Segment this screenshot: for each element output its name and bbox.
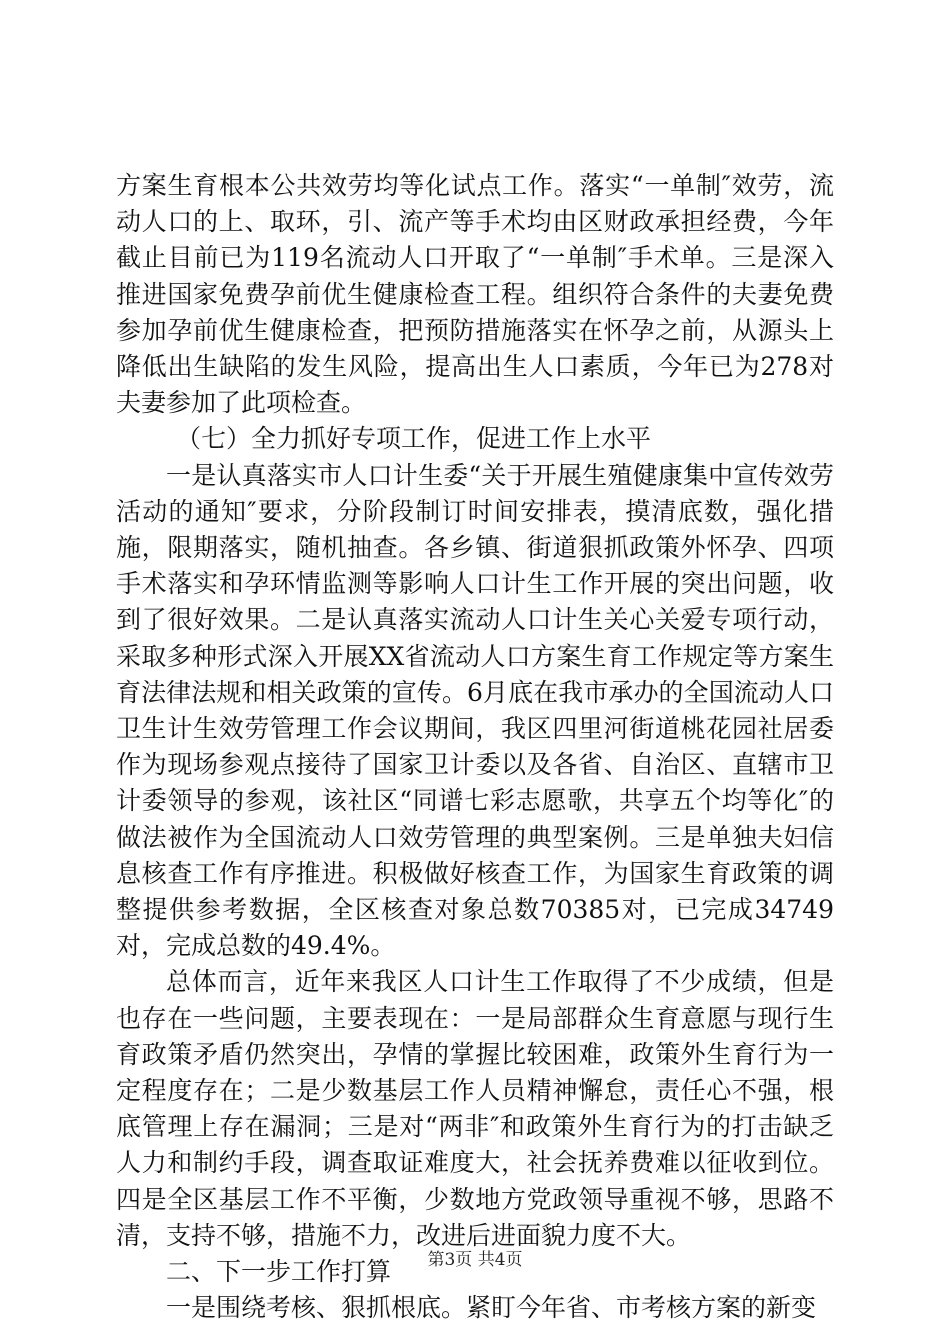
section-heading-seven: （七）全力抓好专项工作，促进工作上水平: [176, 424, 652, 454]
document-body: [116, 168, 834, 1327]
paragraph-next-steps-start: 一是围绕考核、狠抓根底。紧盯今年省、市考核方案的新变: [166, 1293, 817, 1323]
paragraph-continued: 方案生育根本公共效劳均等化试点工作。落实“一单制″效劳，流动人口的上、取环，引、流产等手术均由区财政承担经费，今年截止目前已为119名流动人口开取了“一单制″手术单。三是深入推进国家免费孕前优生健康检查工程。组织符合条件的夫妻免费参加孕前优生健康检查，把预防措施落实在怀孕之前，从源头上降低出生缺陷的发生风险，提高出生人口素质，今年已为278对夫妻参加了此项检查。: [116, 171, 834, 418]
page-number-footer: 第3页 共4页: [427, 1250, 523, 1270]
section-heading-next-steps: 二、下一步工作打算: [166, 1257, 392, 1287]
paragraph-summary-problems: 总体而言，近年来我区人口计生工作取得了不少成绩，但是也存在一些问题，主要表现在：一是局部群众生育意愿与现行生育政策矛盾仍然突出，孕情的掌握比较困难，政策外生育行为一定程度存在；二是少数基层工作人员精神懈怠，责任心不强，根底管理上存在漏洞；三是对“两非″和政策外生育行为的打击缺乏人力和制约手段，调查取证难度大，社会抚养费难以征收到位。四是全区基层工作不平衡，少数地方党政领导重视不够，思路不清，支持不够，措施不力，改进后进面貌力度不大。: [116, 967, 834, 1250]
paragraph-special-work: 一是认真落实市人口计生委“关于开展生殖健康集中宣传效劳活动的通知″要求，分阶段制订时间安排表，摸清底数，强化措施，限期落实，随机抽查。各乡镇、街道狠抓政策外怀孕、四项手术落实和孕环情监测等影响人口计生工作开展的突出问题，收到了很好效果。二是认真落实流动人口计生关心关爱专项行动，采取多种形式深入开展XX省流动人口方案生育工作规定等方案生育法律法规和相关政策的宣传。6月底在我市承办的全国流动人口卫生计生效劳管理工作会议期间，我区四里河街道桃花园社居委作为现场参观点接待了国家卫计委以及各省、自治区、直辖市卫计委领导的参观，该社区“同谱七彩志愿歌，共享五个均等化″的做法被作为全国流动人口效劳管理的典型案例。三是单独夫妇信息核查工作有序推进。积极做好核查工作，为国家生育政策的调整提供参考数据，全区核查对象总数70385对，已完成34749对，完成总数的49.4%。: [116, 460, 834, 961]
